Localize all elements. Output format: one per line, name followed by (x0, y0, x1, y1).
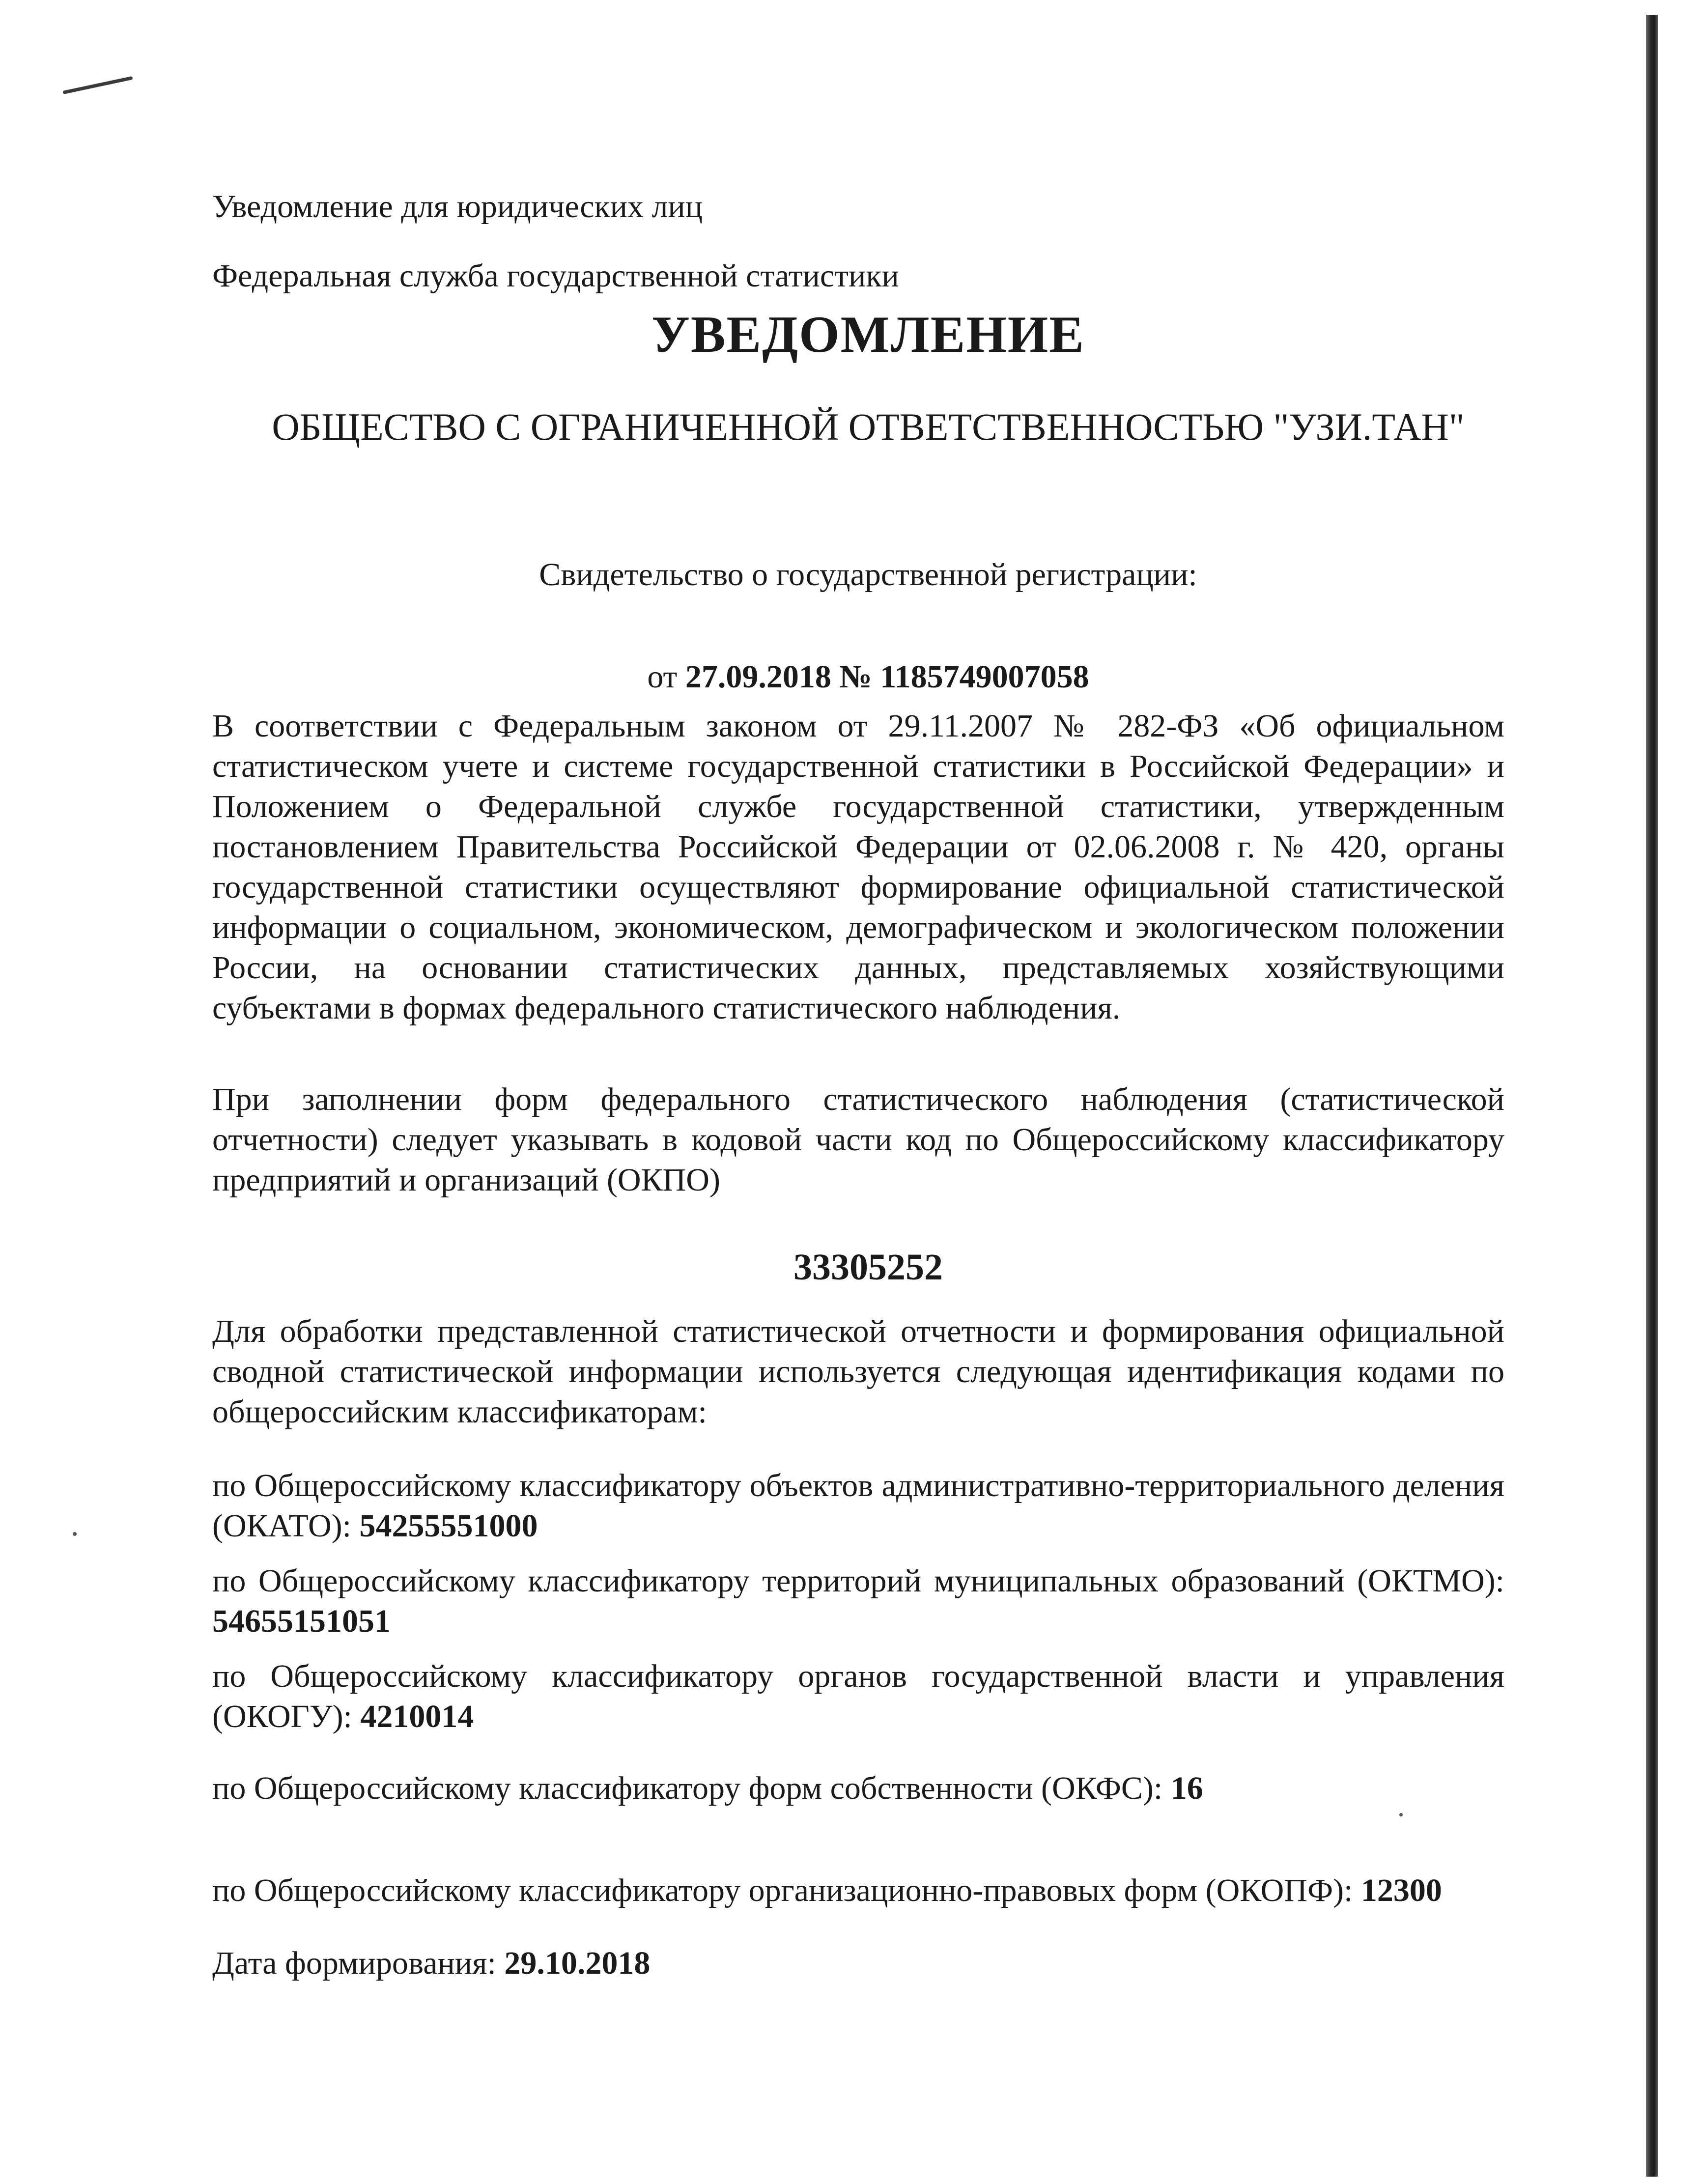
certificate-number-sign: № (831, 659, 880, 695)
okopf-value: 12300 (1360, 1872, 1442, 1908)
okpo-paragraph: При заполнении форм федерального статистического наблюдения (статистической отчетности) следует указывать в кодовой части код по Общероссийскому классификатору предприятий и организаций (ОКПО) (212, 1081, 1504, 1198)
okopf-line (212, 1871, 1504, 1911)
scan-dot (73, 1532, 77, 1536)
okpo-code: 33305252 (793, 1247, 943, 1288)
agency-name: Федеральная служба государственной статистики (212, 258, 899, 294)
certificate-number: 1185749007058 (880, 659, 1089, 695)
formation-date-value: 29.10.2018 (504, 1945, 651, 1981)
organization-name: ОБЩЕСТВО С ОГРАНИЧЕННОЙ ОТВЕТСТВЕННОСТЬЮ "УЗИ.ТАН" (272, 405, 1465, 448)
pen-mark (62, 76, 133, 94)
certificate-date: 27.09.2018 (685, 659, 831, 695)
oktmo-line (212, 1561, 1504, 1642)
document-body (212, 187, 1504, 1984)
okato-value: 54255551000 (359, 1508, 538, 1544)
okfs-label: по Общероссийскому классификатору форм собственности (ОКФС): (212, 1770, 1171, 1806)
scan-edge-shadow (1646, 15, 1658, 2177)
oktmo-value: 54655151051 (212, 1603, 391, 1639)
okato-label: по Общероссийскому классификатору объектов административно-территориального деления (ОКАТО): (212, 1468, 1504, 1544)
okfs-value: 16 (1170, 1770, 1203, 1806)
certificate-prefix: от (647, 659, 685, 695)
okogu-value: 4210014 (360, 1699, 474, 1734)
certificate-line (212, 657, 1504, 697)
oktmo-label: по Общероссийскому классификатору территорий муниципальных образований (ОКТМО): (212, 1563, 1504, 1599)
certificate-label: Свидетельство о государственной регистрации: (539, 557, 1197, 593)
okogu-label: по Общероссийскому классификатору органов государственной власти и управления (ОКОГУ): (212, 1658, 1504, 1734)
document-title: УВЕДОМЛЕНИЕ (651, 306, 1085, 363)
okopf-label: по Общероссийскому классификатору организационно-правовых форм (ОКОПФ): (212, 1872, 1361, 1908)
law-paragraph: В соответствии с Федеральным законом от 29.11.2007 № 282-ФЗ «Об официальном статистическом учете и системе государственной статистики в Российской Федерации» и Положением о Федеральной службе государственной статистики, утвержденным постановлением Правительства Российской Федерации от 02.06.2008 г. № 420, органы государственной статистики осуществляют формирование официальной статистической информации о социальном, экономическом, демографическом и экологическом положении России, на основании статистических данных, представляемых хозяйствующими субъектами в формах федерального статистического наблюдения. (212, 708, 1504, 1026)
okfs-line (212, 1768, 1504, 1809)
okogu-line (212, 1656, 1504, 1737)
codes-paragraph: Для обработки представленной статистической отчетности и формирования официальной сводной статистической информации используется следующая идентификация кодами по общероссийским классификаторам: (212, 1313, 1504, 1430)
notice-for-label: Уведомление для юридических лиц (212, 189, 703, 225)
formation-date-line (212, 1943, 1504, 1984)
formation-date-label: Дата формирования: (212, 1945, 505, 1981)
okato-line (212, 1466, 1504, 1546)
